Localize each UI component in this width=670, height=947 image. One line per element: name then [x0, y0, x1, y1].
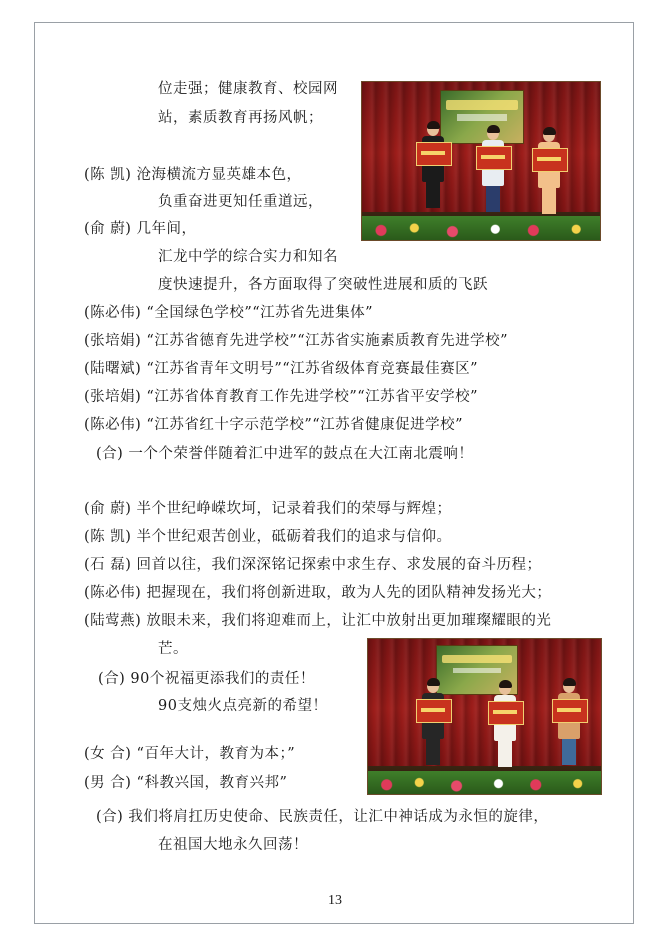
script-line: (女 合) “百年大计，教育为本；” [84, 746, 296, 762]
script-line: 负重奋进更知任重道远， [158, 194, 323, 210]
script-line: (俞 蔚) 几年间， [84, 221, 197, 237]
script-line: (陈必伟) “江苏省红十字示范学校”“江苏省健康促进学校” [84, 417, 464, 433]
script-line: (合) 90个祝福更添我们的责任！ [98, 671, 315, 687]
page-number: 13 [328, 893, 342, 908]
script-line: 位走强；健康教育、校园网 [158, 81, 338, 97]
award-photo-1 [361, 81, 601, 241]
script-line: (陈必伟) “全国绿色学校”“江苏省先进集体” [84, 305, 374, 321]
award-recipient-figure [478, 126, 508, 212]
script-line: 在祖国大地永久回荡！ [158, 837, 308, 853]
award-plaque [532, 148, 568, 172]
script-line: (石 磊) 回首以往，我们深深铭记探索中求生存、求发展的奋斗历程； [84, 557, 542, 573]
script-line: (张培娟) “江苏省体育教育工作先进学校”“江苏省平安学校” [84, 389, 479, 405]
script-line: 度快速提升，各方面取得了突破性进展和质的飞跃 [158, 277, 488, 293]
award-plaque [416, 142, 452, 166]
award-plaque [476, 146, 512, 170]
script-line: (陈必伟) 把握现在，我们将创新进取，敢为人先的团队精神发扬光大； [84, 585, 552, 601]
script-line: (男 合) “科教兴国，教育兴邦” [84, 775, 288, 791]
award-recipient-figure [534, 128, 564, 214]
script-line: (合) 一个个荣誉伴随着汇中进军的鼓点在大江南北震响！ [96, 446, 474, 462]
script-line: (张培娟) “江苏省德育先进学校”“江苏省实施素质教育先进学校” [84, 333, 509, 349]
script-line: (合) 我们将肩扛历史使命、民族责任，让汇中神话成为永恒的旋律， [96, 809, 549, 825]
award-recipient-figure [418, 122, 448, 208]
script-line: (俞 蔚) 半个世纪峥嵘坎坷，记录着我们的荣辱与辉煌； [84, 501, 452, 517]
script-line: 站，素质教育再扬风帆； [158, 110, 323, 126]
award-plaque [416, 699, 452, 723]
script-line: (陆莺燕) 放眼未来，我们将迎难而上，让汇中放射出更加璀璨耀眼的光 [84, 613, 552, 629]
award-plaque [552, 699, 588, 723]
script-line: 90支烛火点亮新的希望！ [158, 698, 328, 714]
script-line: (陆曙斌) “江苏省青年文明号”“江苏省级体育竞赛最佳赛区” [84, 361, 479, 377]
award-recipient-figure [554, 679, 584, 765]
script-line: (陈 凯) 沧海横流方显英雄本色， [84, 167, 302, 183]
award-plaque [488, 701, 524, 725]
script-line: 汇龙中学的综合实力和知名 [158, 249, 338, 265]
script-line: (陈 凯) 半个世纪艰苦创业，砥砺着我们的追求与信仰。 [84, 529, 452, 545]
script-line: 芒。 [158, 641, 188, 657]
award-recipient-figure [490, 681, 520, 767]
flower-arrangement [368, 771, 601, 794]
flower-arrangement [362, 216, 600, 240]
award-recipient-figure [418, 679, 448, 765]
award-photo-2 [367, 638, 602, 795]
